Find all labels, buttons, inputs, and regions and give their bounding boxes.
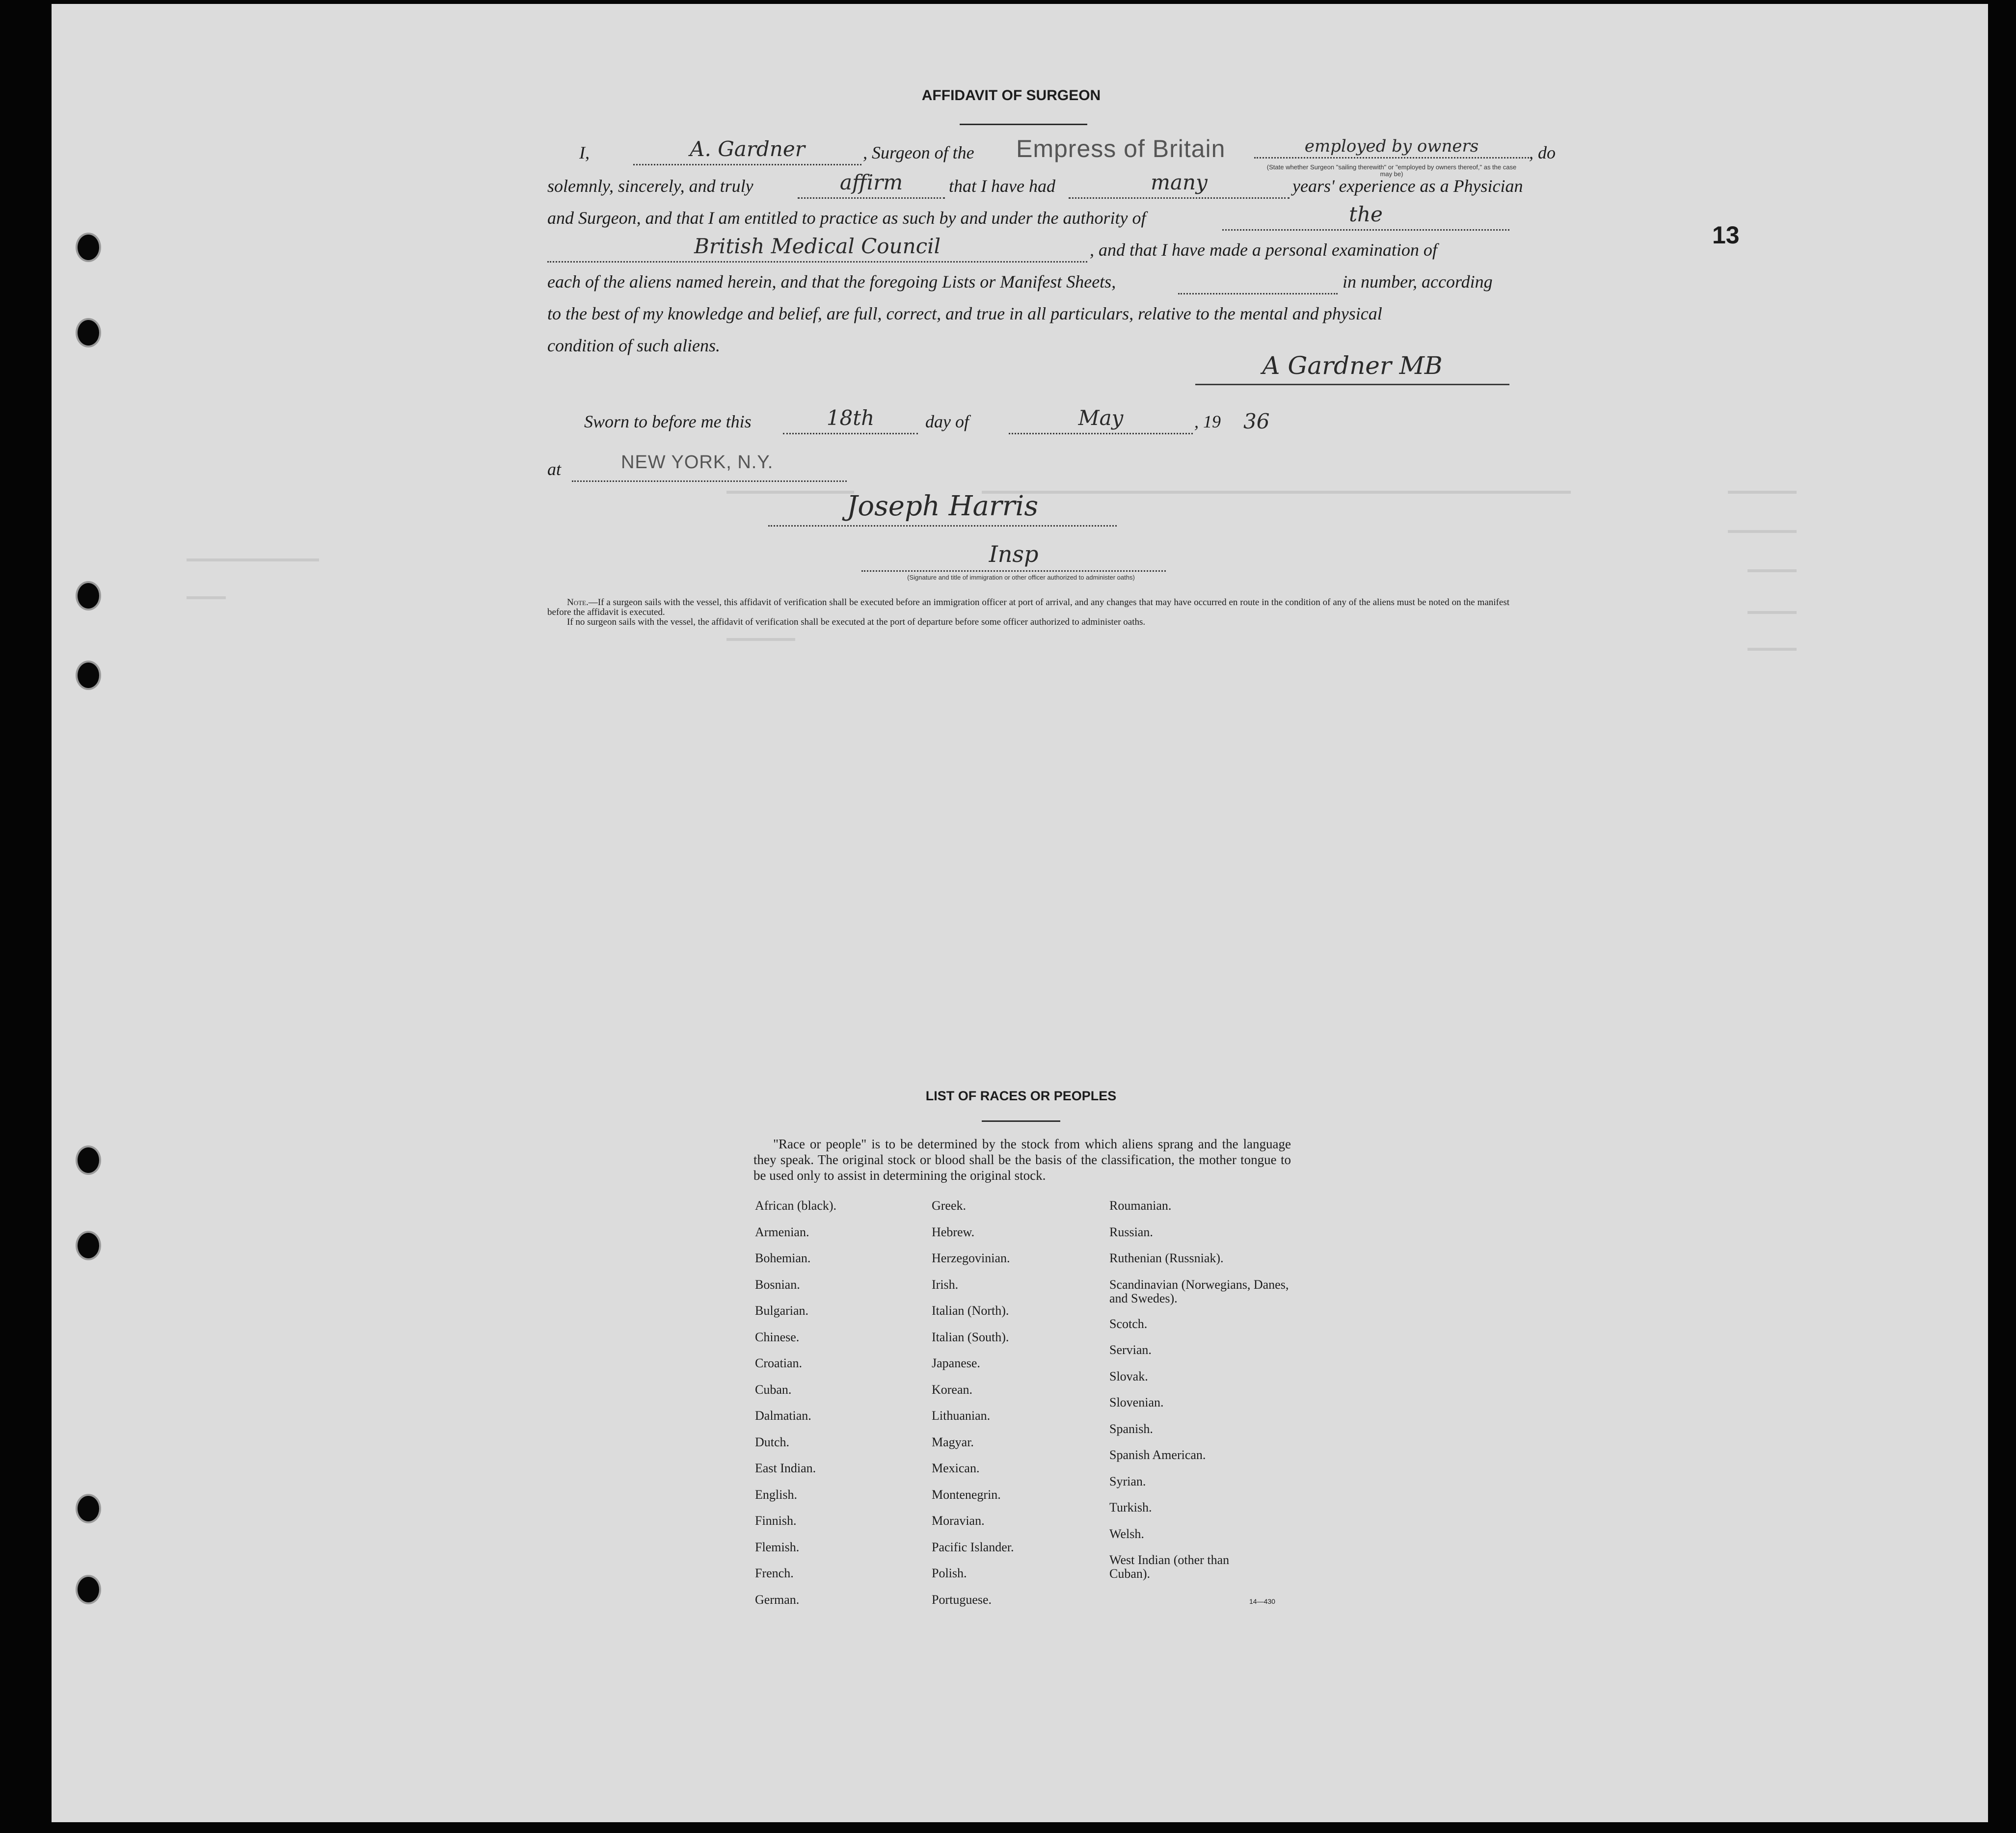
authority-field-1	[1222, 202, 1509, 231]
races-intro-text: "Race or people" is to be determined by the stock from which aliens sprang and the language they speak. The original stock or blood shall be the basis of the classification, the mother tongue to be used only to assist in determining the original stock.	[753, 1137, 1291, 1183]
affidavit-text: in number, according	[1343, 272, 1493, 292]
race-item: Herzegovinian.	[932, 1251, 1010, 1265]
race-item: Pacific Islander.	[932, 1540, 1014, 1554]
affidavit-text: Sworn to before me this	[584, 412, 752, 431]
race-item: French.	[755, 1566, 794, 1580]
race-item: Dalmatian.	[755, 1408, 811, 1423]
race-item: Magyar.	[932, 1435, 974, 1449]
race-item: Japanese.	[932, 1356, 980, 1370]
race-item: Slovak.	[1109, 1369, 1148, 1383]
note-label: Note.	[567, 597, 589, 608]
affidavit-text: , Surgeon of the	[863, 143, 974, 162]
race-item: English.	[755, 1487, 797, 1502]
surgeon-signature-line	[1195, 349, 1509, 385]
punch-hole	[78, 1577, 99, 1602]
race-item: Russian.	[1109, 1224, 1153, 1239]
race-item: Lithuanian.	[932, 1408, 991, 1423]
punch-hole	[78, 583, 99, 609]
employment-caption: (State whether Surgeon "sailing therewith" or "employed by owners thereof," as the case may be)	[1266, 163, 1517, 178]
form-number: 14—430	[1249, 1597, 1275, 1605]
race-item: Croatian.	[755, 1356, 803, 1370]
officer-caption: (Signature and title of immigration or other officer authorized to administer oaths)	[907, 574, 1135, 581]
officer-signature: Joseph Harris	[846, 490, 1039, 522]
race-item: Syrian.	[1109, 1474, 1146, 1488]
bleed-through-mark	[187, 558, 319, 561]
race-item: Moravian.	[932, 1514, 985, 1528]
race-item: Montenegrin.	[932, 1487, 1001, 1502]
affidavit-line-6	[547, 303, 1509, 328]
page-number: 13	[1712, 221, 1740, 249]
authority-field-2	[547, 234, 1087, 263]
race-item: Flemish.	[755, 1540, 800, 1554]
race-item: Bosnian.	[755, 1277, 800, 1292]
bleed-through-mark	[726, 638, 795, 641]
surgeon-signature: A Gardner MB	[1262, 351, 1443, 380]
oath-type: affirm	[839, 170, 903, 194]
sworn-month-field	[1009, 406, 1193, 434]
races-column-1	[755, 1199, 836, 1619]
affidavit-line-5	[547, 271, 1509, 296]
races-column-2	[932, 1199, 1014, 1619]
sworn-place-line	[547, 452, 1509, 483]
affidavit-note	[547, 598, 1509, 627]
race-item: Polish.	[932, 1566, 967, 1580]
affidavit-text: , and that I have made a personal examination of	[1090, 240, 1437, 260]
years-experience: many	[1151, 170, 1208, 194]
sworn-place-stamp: NEW YORK, N.Y.	[621, 452, 774, 473]
race-item: Portuguese.	[932, 1592, 992, 1607]
affidavit-text: to the best of my knowledge and belief, are full, correct, and true in all particulars, relative to the mental and physical	[547, 304, 1382, 323]
race-item: Italian (South).	[932, 1329, 1009, 1344]
punch-hole	[78, 1233, 99, 1258]
affidavit-line-1	[547, 135, 1556, 178]
race-item: Bohemian.	[755, 1251, 811, 1265]
punch-hole	[78, 1147, 99, 1173]
race-item: Spanish American.	[1109, 1448, 1206, 1462]
races-intro	[753, 1136, 1291, 1183]
sworn-day: 18th	[826, 406, 875, 430]
employment-field	[1254, 136, 1529, 159]
races-column-3	[1109, 1199, 1306, 1580]
affidavit-text: solemnly, sincerely, and truly	[547, 176, 753, 196]
years-field	[1069, 170, 1290, 199]
race-item: Bulgarian.	[755, 1303, 809, 1318]
race-item: German.	[755, 1592, 800, 1607]
race-item: Scandinavian (Norwegians, Danes, and Swedes).	[1109, 1277, 1289, 1305]
punch-hole	[78, 663, 99, 688]
races-title: LIST OF RACES OR PEOPLES	[925, 1089, 1117, 1103]
note-paragraph-1	[547, 598, 1509, 617]
affidavit-text: day of	[925, 412, 969, 431]
race-item: Ruthenian (Russniak).	[1109, 1251, 1224, 1265]
race-item: Dutch.	[755, 1435, 790, 1449]
affidavit-line-3	[547, 202, 1509, 232]
surgeon-name: A. Gardner	[690, 137, 805, 161]
affidavit-text: and Surgeon, and that I am entitled to practice as such by and under the authority of	[547, 208, 1146, 228]
sworn-line	[547, 406, 1509, 436]
punch-hole	[78, 1496, 99, 1521]
race-item: Slovenian.	[1109, 1395, 1164, 1409]
ship-name-stamp: Empress of Britain	[1016, 135, 1226, 162]
affidavit-title: AFFIDAVIT OF SURGEON	[921, 87, 1101, 104]
race-item: Mexican.	[932, 1461, 980, 1475]
race-item: Spanish.	[1109, 1421, 1153, 1436]
affidavit-line-4	[547, 234, 1509, 264]
punch-hole	[78, 235, 99, 260]
affidavit-text: , do	[1529, 143, 1556, 162]
race-item: Turkish.	[1109, 1500, 1152, 1514]
affidavit-text: I,	[579, 143, 590, 162]
authority-name-part-1: the	[1349, 202, 1383, 226]
race-item: Chinese.	[755, 1329, 800, 1344]
race-item: Armenian.	[755, 1224, 809, 1239]
surgeon-name-field	[633, 137, 861, 165]
title-divider	[960, 124, 1087, 125]
sheet-count-field	[1178, 271, 1338, 294]
race-item: Roumanian.	[1109, 1198, 1172, 1213]
sworn-year: 36	[1243, 409, 1270, 433]
race-item: Korean.	[932, 1382, 973, 1397]
employment-status: employed by owners	[1304, 136, 1479, 156]
officer-title-line	[861, 540, 1166, 572]
officer-signature-line	[768, 490, 1117, 527]
authority-name-part-2: British Medical Council	[694, 234, 941, 258]
affidavit-text: condition of such aliens.	[547, 336, 720, 355]
affidavit-text: at	[547, 459, 562, 479]
affidavit-text: years' experience as a Physician	[1292, 176, 1523, 196]
race-item: Servian.	[1109, 1343, 1152, 1357]
affidavit-text: each of the aliens named herein, and that the foregoing Lists or Manifest Sheets,	[547, 272, 1116, 292]
race-item: Welsh.	[1109, 1526, 1144, 1541]
bleed-through-mark	[1747, 569, 1797, 572]
bleed-through-mark	[1728, 530, 1797, 533]
race-item: Scotch.	[1109, 1316, 1148, 1331]
race-item: Greek.	[932, 1198, 967, 1213]
note-text-2: If no surgeon sails with the vessel, the affidavit of verification shall be executed at the port of departure before some officer authorized to administer oaths.	[567, 617, 1146, 627]
oath-field	[798, 170, 945, 199]
race-item: African (black).	[755, 1198, 837, 1213]
affidavit-text: that I have had	[949, 176, 1055, 196]
race-item: West Indian (other than Cuban).	[1109, 1553, 1230, 1581]
punch-hole	[78, 320, 99, 345]
races-title-divider	[982, 1120, 1060, 1122]
race-item: Italian (North).	[932, 1303, 1009, 1318]
sworn-month: May	[1078, 406, 1124, 430]
race-item: Hebrew.	[932, 1224, 975, 1239]
bleed-through-mark	[1747, 611, 1797, 614]
bleed-through-mark	[187, 596, 226, 599]
bleed-through-mark	[1728, 491, 1797, 494]
race-item: East Indian.	[755, 1461, 816, 1475]
race-item: Irish.	[932, 1277, 959, 1292]
bleed-through-mark	[1747, 648, 1797, 651]
race-item: Cuban.	[755, 1382, 792, 1397]
race-item: Finnish.	[755, 1514, 797, 1528]
sworn-day-field	[783, 406, 918, 434]
affidavit-text: , 19	[1194, 412, 1221, 431]
officer-title: Insp	[989, 541, 1039, 567]
note-text-1: —If a surgeon sails with the vessel, this affidavit of verification shall be executed before an immigration officer at port of arrival, and any changes that may have occurred en route in the condition of any of the aliens must be noted on the manifest before the affidavit is executed.	[547, 597, 1509, 617]
